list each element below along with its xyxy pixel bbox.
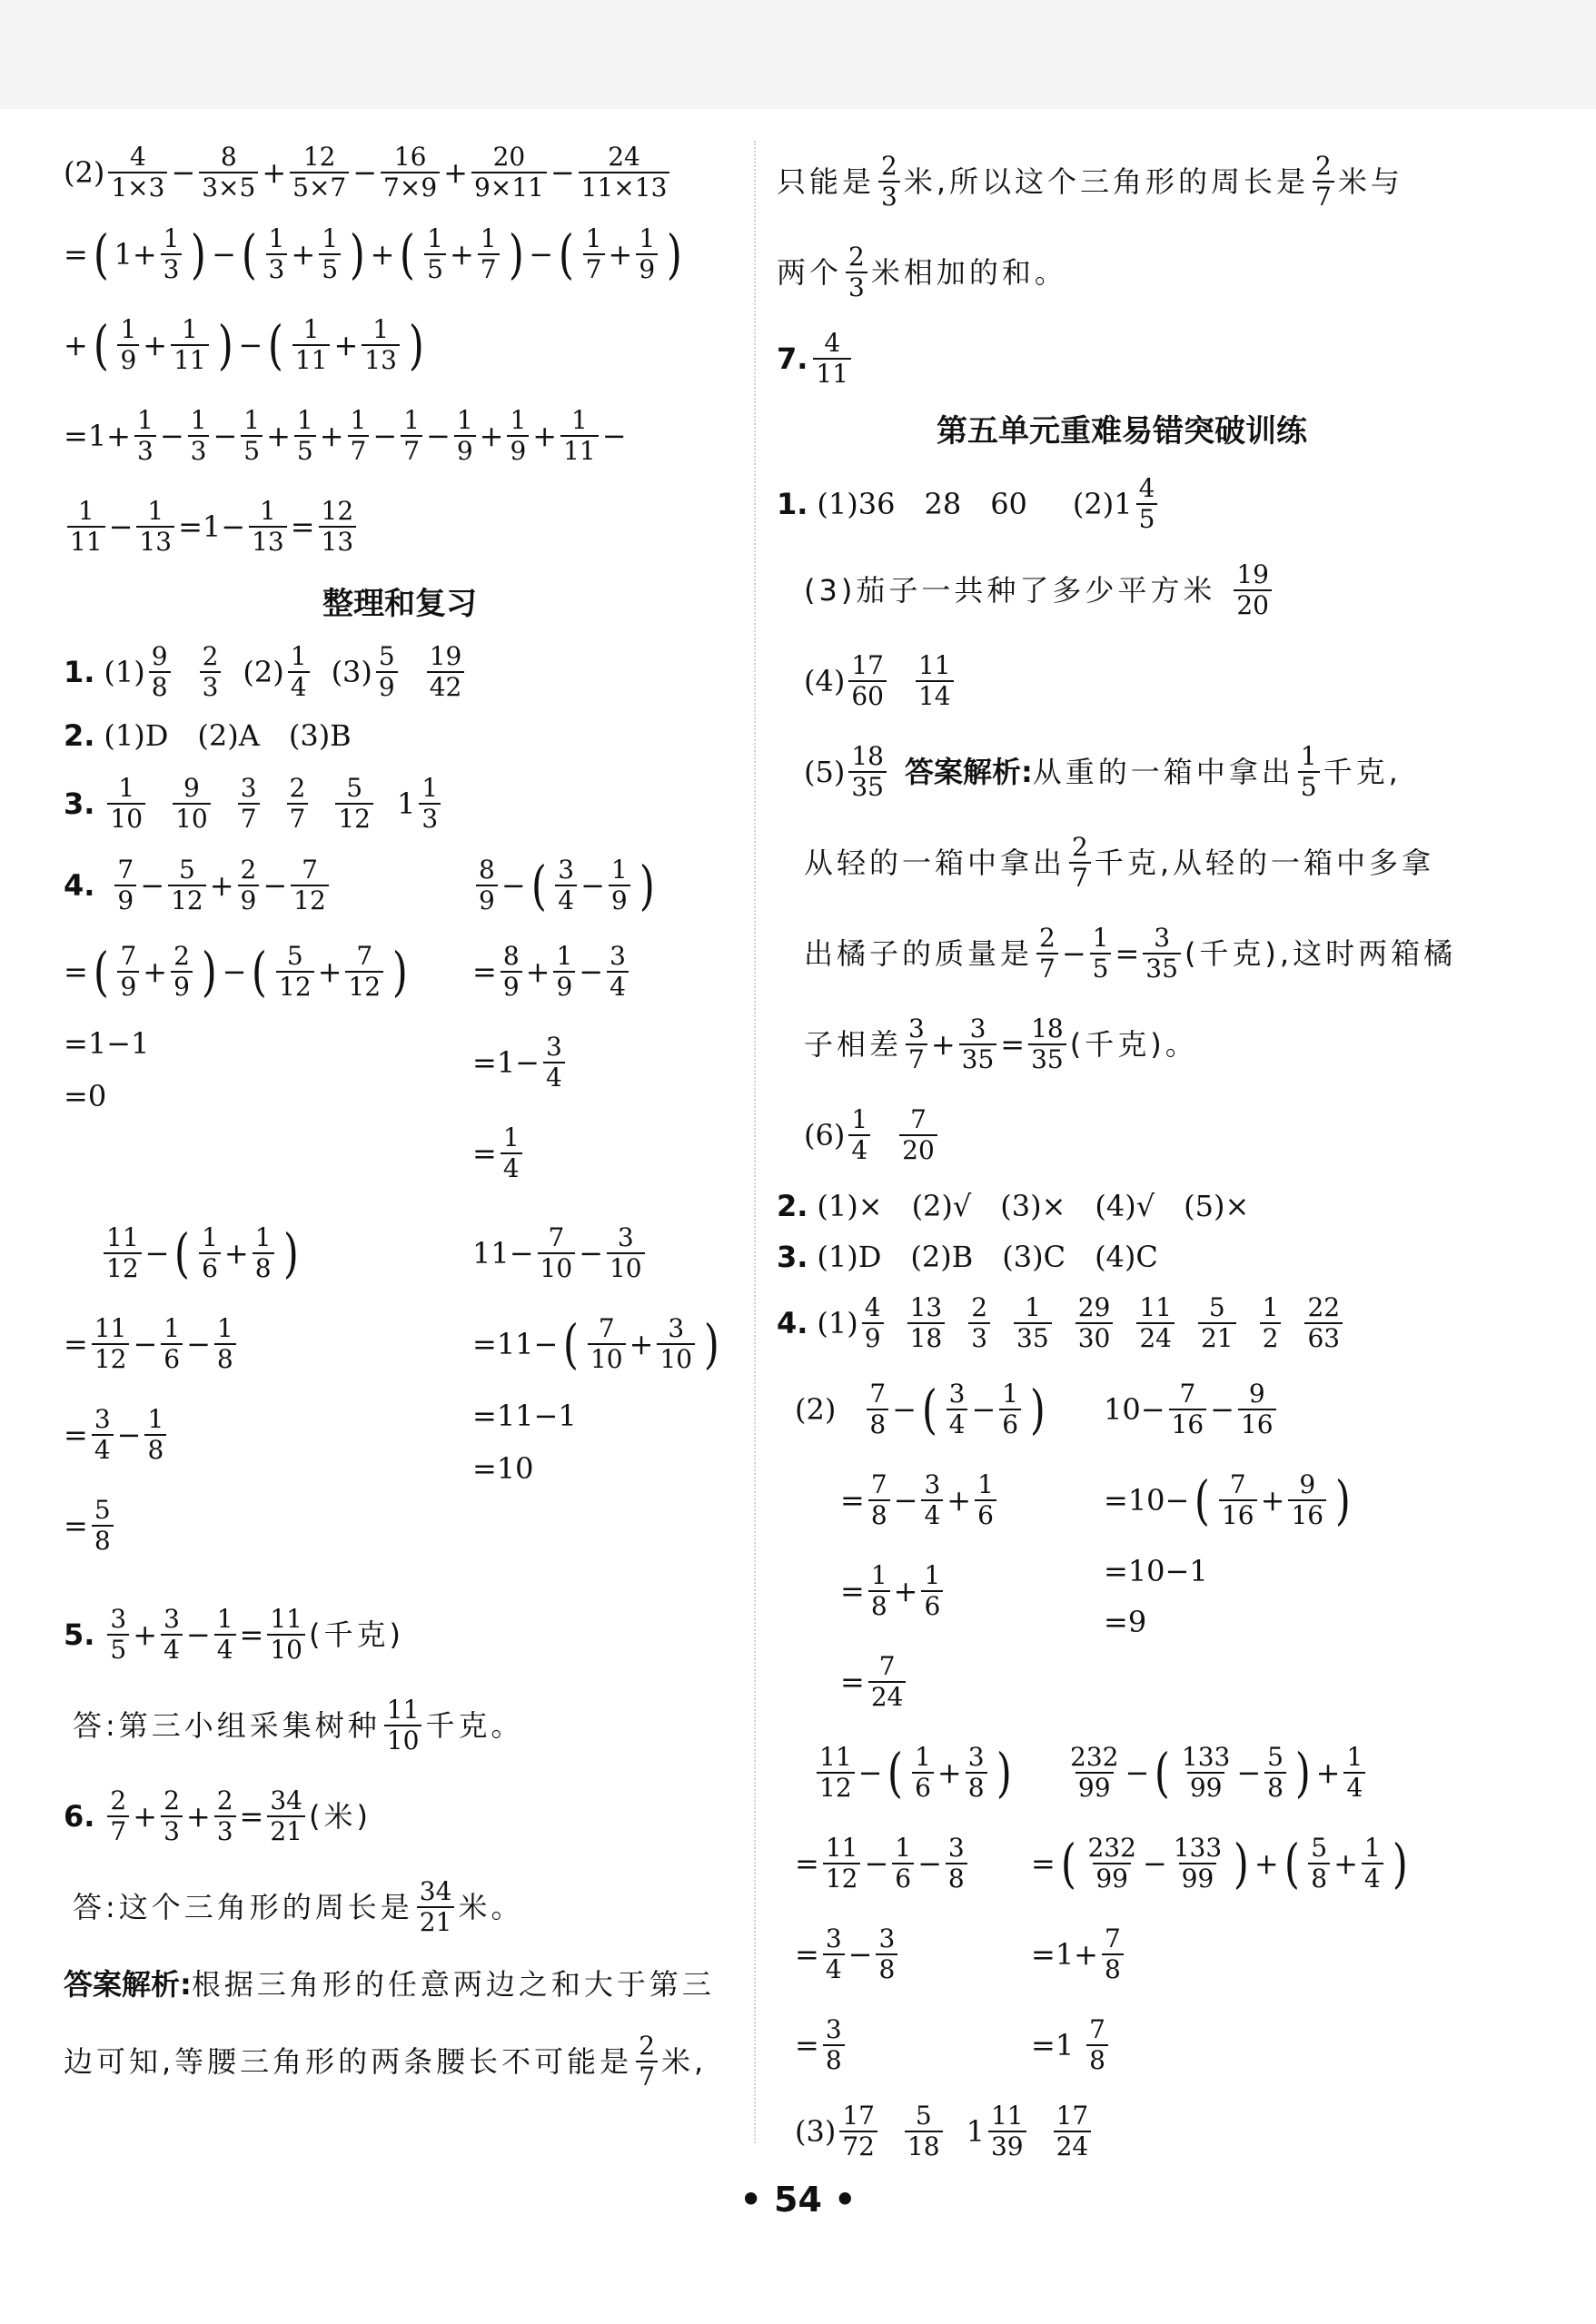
q4-block-1: 4. $\frac{7}{9}$ − $\frac{5}{12}$ + $\frac{2}{9}$ − $\frac{7}{12}$ = ( $\frac{7}{9}$ + $\frac{2}{9}$ ) − ( $\frac{5}{12}$ + $\frac{7}{12}$ ) =1−1 =0 $\frac{8}{9}$ − ( $\frac{3}{4}$ − $\frac{1}{9}$ ) = $\frac{8}{9}$ + $\frac{1}{9}$ − $\frac{3}{4}$ =1− $\frac{3}{4}$ = $\frac{1}{4}$ <box>64 854 655 1183</box>
left-column <box>64 136 736 2107</box>
expr-line-4: =1+ $\frac{1}{3}$ − $\frac{1}{3}$ − $\frac{1}{5}$ + $\frac{1}{5}$ + $\frac{1}{7}$ − $\frac{1}{7}$ − $\frac{1}{9}$ + $\frac{1}{9}$ + $\frac{1}{11}$ − <box>64 404 627 466</box>
label: (2) <box>64 154 105 190</box>
expr-line-3: + ( $\frac{1}{9}$ + $\frac{1}{11}$ ) − ( $\frac{1}{11}$ + $\frac{1}{13}$ ) <box>64 313 424 376</box>
q6-equation: 6. $\frac{2}{7}$ + $\frac{2}{3}$ + $\frac{2}{3}$ = $\frac{34}{21}$ (米) <box>64 1785 372 1846</box>
q6-answer: 答:这个三角形的周长是 $\frac{34}{21}$ 米。 <box>73 1875 524 1937</box>
u5-q1-4: (4) $\frac{17}{60}$ $\frac{11}{14}$ <box>777 636 1467 727</box>
q6-analysis-line-2: 边可知,等腰三角形的两条腰长不可能是 $\frac{2}{7}$ 米, <box>64 2030 708 2092</box>
u5-q3-answer: 3. (1)D (2)B (3)C (4)C <box>777 1239 1158 1274</box>
u5-q4-1: 4. (1) $\frac{4}{9}$ $\frac{13}{18}$ $\frac{2}{3}$ $\frac{1}{35}$ $\frac{29}{30}$ $\frac{11}{24}$ $\frac{5}{21}$ $\frac{1}{2}$ $\frac{22}{63}$ <box>777 1282 1467 1364</box>
u5-q1-5-line-1: (5) $\frac{18}{35}$ 答案解析: 从重的一箱中拿出 $\frac{1}{5}$ 千克, <box>804 740 1402 802</box>
column-divider <box>754 141 756 2143</box>
continuation-line-1: 只能是 $\frac{2}{3}$ 米,所以这个三角形的周长是 $\frac{2}{7}$ 米与 <box>777 150 1403 212</box>
u5-q2-answer: 2. (1)× (2)√ (3)× (4)√ (5)× <box>777 1188 1250 1223</box>
q4-block-2: $\frac{11}{12}$ − ( $\frac{1}{6}$ + $\frac{1}{8}$ ) = $\frac{11}{12}$ − $\frac{1}{6}$ − $\frac{1}{8}$ = $\frac{3}{4}$ − $\frac{1}{8}$ = $\frac{5}{8}$ 11 − $\frac{7}{10}$ − $\frac{3}{10}$ =11− ( $\frac{7}{10}$ + $\frac{3}{10}$ ) =11−1 =10 <box>64 1221 719 1556</box>
continuation-line-2: 两个 $\frac{2}{3}$ 米相加的和。 <box>777 241 1067 302</box>
expr-line-5: $\frac{1}{11}$ − $\frac{1}{13}$ =1− $\frac{1}{13}$ = $\frac{12}{13}$ <box>64 481 736 572</box>
top-shading <box>0 0 1596 109</box>
u5-q1-6: (6) $\frac{1}{4}$ $\frac{7}{20}$ <box>777 1090 1467 1181</box>
q7-answer: 7. $\frac{4}{11}$ <box>777 318 1467 400</box>
u5-q1-3: (3)茄子一共种了多少平方米 $\frac{19}{20}$ <box>777 545 1467 636</box>
q5-answer: 答:第三小组采集树种 $\frac{11}{10}$ 千克。 <box>73 1694 524 1755</box>
u5-q1-1: 1. (1)36 28 60 (2) 1 $\frac{4}{5}$ <box>777 463 1467 545</box>
u5-q1-5-line-3: 出橘子的质量是 $\frac{2}{7}$ − $\frac{1}{5}$ = $\frac{3}{35}$ (千克),这时两箱橘 <box>804 922 1457 984</box>
q1-answer: 1. (1) $\frac{9}{8}$ $\frac{2}{3}$ (2) $\frac{1}{4}$ (3) $\frac{5}{9}$ $\frac{19}{42}$ <box>64 636 736 708</box>
page-number: • 54 • <box>739 2180 857 2220</box>
section-heading-review: 整理和复习 <box>322 586 477 622</box>
expr-line-1: (2) $\frac{4}{1\times 3}$ − $\frac{8}{3\times 5}$ + $\frac{12}{5\times 7}$ − $\frac{16}{7\times 9}$ + $\frac{20}{9\times 11}$ − $\frac{24}{11\times 13}$ <box>64 136 736 209</box>
q2-answer: 2. (1)D (2)A (3)B <box>64 717 352 753</box>
u5-q4-2-block-2: $\frac{11}{12}$ − ( $\frac{1}{6}$ + $\frac{3}{8}$ ) = $\frac{11}{12}$ − $\frac{1}{6}$ − $\frac{3}{8}$ = $\frac{3}{4}$ − $\frac{3}{8}$ = $\frac{3}{8}$ $\frac{232}{99}$ − ( $\frac{133}{99}$ − $\frac{5}{8}$ ) + $\frac{1}{4}$ = ( $\frac{232}{99}$ − $\frac{133}{99}$ ) + ( $\frac{5}{8}$ + $\frac{1}{4}$ ) =1+ $\frac{7}{8}$ =1 $\frac{7}{8}$ <box>795 1741 1408 2075</box>
right-column <box>777 136 1467 2172</box>
expr-line-2: = ( 1+ $\frac{1}{3}$ ) − ( $\frac{1}{3}$ + $\frac{1}{5}$ ) + ( $\frac{1}{5}$ + $\frac{1}{7}$ ) − ( $\frac{1}{7}$ + $\frac{1}{9}$ ) <box>64 223 682 285</box>
u5-q4-3: (3) $\frac{17}{72}$ $\frac{5}{18}$ 1 $\frac{11}{39}$ $\frac{17}{24}$ <box>777 2091 1467 2172</box>
q6-analysis-line-1: 答案解析: 根据三角形的任意两边之和大于第三 <box>64 1966 715 2002</box>
u5-q1-5-line-2: 从轻的一箱中拿出 $\frac{2}{7}$ 千克,从轻的一箱中多拿 <box>804 831 1435 893</box>
section-heading-unit5: 第五单元重难易错突破训练 <box>937 413 1307 450</box>
u5-q4-2-block-1: (2) $\frac{7}{8}$ − ( $\frac{3}{4}$ − $\frac{1}{6}$ ) = $\frac{7}{8}$ − $\frac{3}{4}$ + $\frac{1}{6}$ = $\frac{1}{8}$ + $\frac{1}{6}$ = $\frac{7}{24}$ 10 − $\frac{7}{16}$ − $\frac{9}{16}$ =10− ( $\frac{7}{16}$ + $\frac{9}{16}$ ) =10−1 =9 <box>795 1378 1351 1712</box>
q3-answer: 3. $\frac{1}{10}$ $\frac{9}{10}$ $\frac{3}{7}$ $\frac{2}{7}$ $\frac{5}{12}$ 1 $\frac{1}{3}$ <box>64 763 736 845</box>
q5-equation: 5. $\frac{3}{5}$ + $\frac{3}{4}$ − $\frac{1}{4}$ = $\frac{11}{10}$ (千克) <box>64 1603 404 1665</box>
u5-q1-5-line-4: 子相差 $\frac{3}{7}$ + $\frac{3}{35}$ = $\frac{18}{35}$ (千克)。 <box>804 1013 1198 1074</box>
